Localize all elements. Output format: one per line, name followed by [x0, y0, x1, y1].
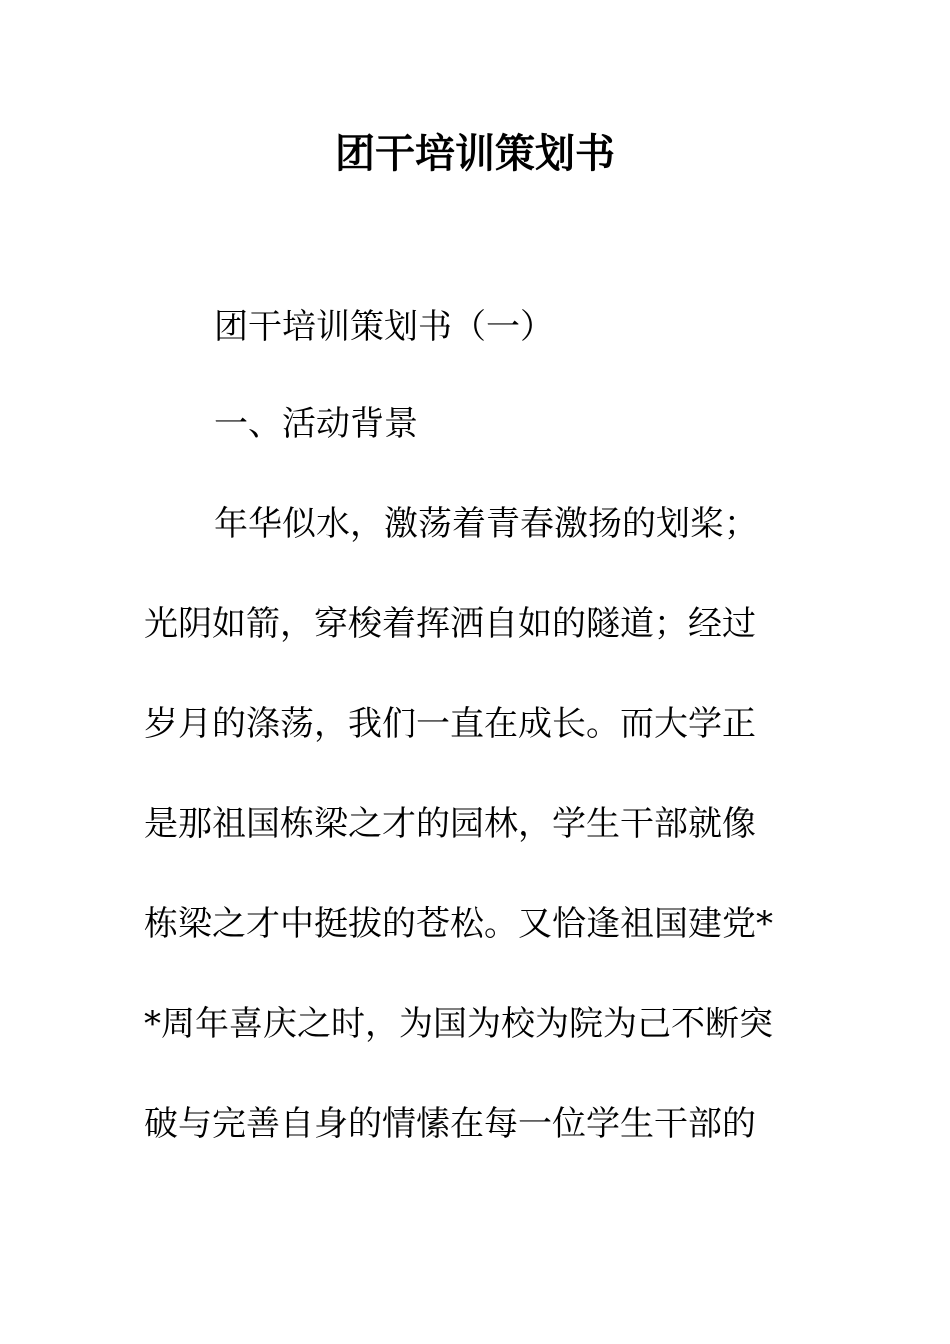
document-title: 团干培训策划书	[335, 130, 615, 177]
paragraph-line: 破与完善自身的情愫在每一位学生干部的	[144, 1104, 756, 1144]
section-heading: 一、活动背景	[214, 404, 418, 444]
paragraph-line: *周年喜庆之时，为国为校为院为己不断突	[144, 1004, 773, 1044]
paragraph-line: 岁月的涤荡，我们一直在成长。而大学正	[144, 704, 756, 744]
document-subtitle: 团干培训策划书（一）	[214, 307, 554, 347]
paragraph-line: 栋梁之才中挺拔的苍松。又恰逢祖国建党*	[144, 904, 773, 944]
paragraph-line: 是那祖国栋梁之才的园林，学生干部就像	[144, 804, 756, 844]
paragraph-line: 光阴如箭，穿梭着挥洒自如的隧道；经过	[144, 604, 756, 644]
paragraph-line: 年华似水，激荡着青春激扬的划桨；	[214, 504, 758, 544]
